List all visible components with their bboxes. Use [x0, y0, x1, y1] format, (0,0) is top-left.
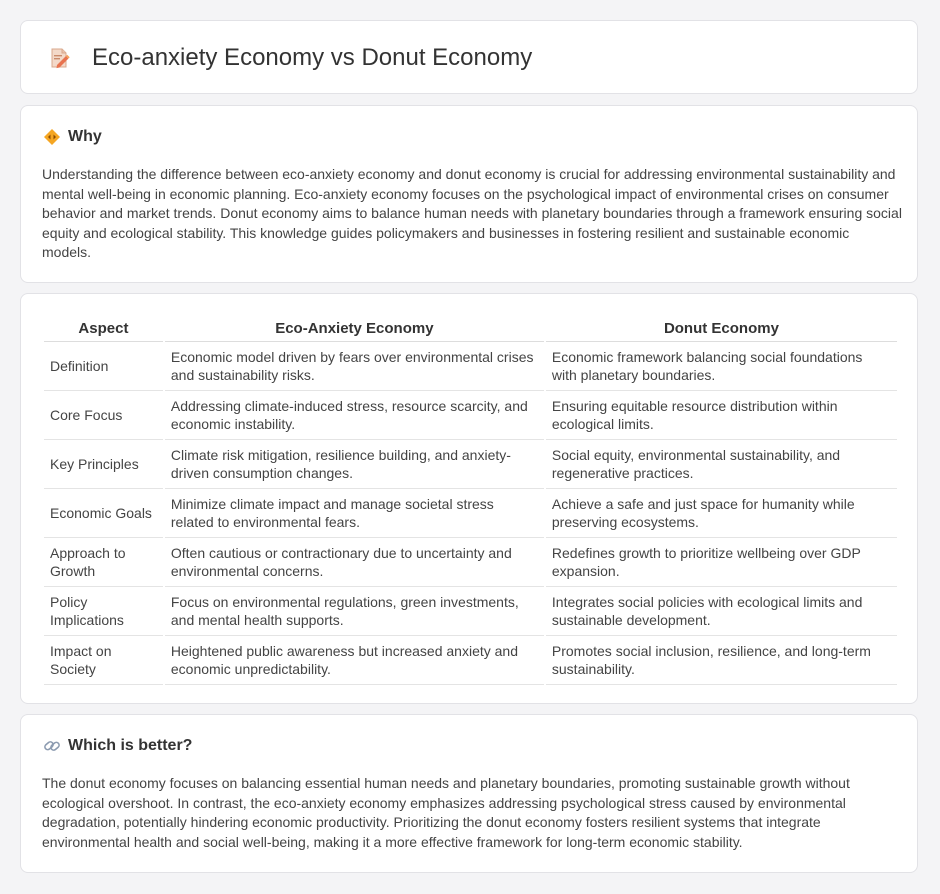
donut-cell: Promotes social inclusion, resilience, and long-term sustainability.	[546, 636, 897, 685]
eco-anxiety-cell: Economic model driven by fears over environmental crises and sustainability risks.	[165, 342, 544, 391]
table-row	[44, 391, 897, 440]
document-pencil-icon	[48, 47, 70, 69]
aspect-cell: Definition	[44, 342, 163, 391]
table-header-row	[44, 314, 897, 342]
aspect-cell: Economic Goals	[44, 489, 163, 538]
donut-cell: Achieve a safe and just space for humanity while preserving ecosystems.	[546, 489, 897, 538]
eco-anxiety-cell: Addressing climate-induced stress, resource scarcity, and economic instability.	[165, 391, 544, 440]
why-heading: Why	[68, 128, 102, 145]
page-title: Eco-anxiety Economy vs Donut Economy	[92, 44, 533, 71]
aspect-cell: Policy Implications	[44, 587, 163, 636]
table-row	[44, 538, 897, 587]
why-section	[20, 105, 918, 283]
column-header-eco-anxiety: Eco-Anxiety Economy	[165, 314, 544, 342]
aspect-cell: Key Principles	[44, 440, 163, 489]
better-heading: Which is better?	[68, 737, 193, 754]
donut-cell: Economic framework balancing social foundations with planetary boundaries.	[546, 342, 897, 391]
title-card	[20, 20, 918, 94]
comparison-table	[42, 314, 899, 685]
eco-anxiety-cell: Heightened public awareness but increased anxiety and economic unpredictability.	[165, 636, 544, 685]
donut-cell: Social equity, environmental sustainability, and regenerative practices.	[546, 440, 897, 489]
eco-anxiety-cell: Climate risk mitigation, resilience building, and anxiety-driven consumption changes.	[165, 440, 544, 489]
which-is-better-section	[20, 714, 918, 873]
table-row	[44, 636, 897, 685]
better-text: The donut economy focuses on balancing essential human needs and planetary boundaries, promoting sustainable growth without ecological overshoot. In contrast, the eco-anxiety economy emphasizes addressing psychological stress caused by environmental degradation, potentially hindering economic productivity. Prioritizing the donut economy fosters resilient systems that integrate environmental health and social well-being, making it a more effective framework for long-term economic stability.	[42, 775, 850, 850]
comparison-section	[20, 293, 918, 704]
aspect-cell: Core Focus	[44, 391, 163, 440]
why-heading-row	[43, 127, 102, 147]
link-icon	[43, 737, 61, 755]
aspect-cell: Impact on Society	[44, 636, 163, 685]
aspect-cell: Approach to Growth	[44, 538, 163, 587]
diamond-arrows-icon	[43, 128, 61, 146]
table-row	[44, 489, 897, 538]
eco-anxiety-cell: Often cautious or contractionary due to uncertainty and environmental concerns.	[165, 538, 544, 587]
eco-anxiety-cell: Focus on environmental regulations, green investments, and mental health supports.	[165, 587, 544, 636]
why-text: Understanding the difference between eco-anxiety economy and donut economy is crucial for addressing environmental sustainability and mental well-being in economic planning. Eco-anxiety economy focuses on the psychological impact of environmental crises on consumer behavior and market trends. Donut economy aims to balance human needs with planetary boundaries through a framework ensuring social equity and ecological stability. This knowledge guides policymakers and businesses in fostering resilient and sustainable economic models.	[42, 166, 902, 261]
donut-cell: Ensuring equitable resource distribution within ecological limits.	[546, 391, 897, 440]
table-row	[44, 342, 897, 391]
eco-anxiety-cell: Minimize climate impact and manage societal stress related to environmental fears.	[165, 489, 544, 538]
better-heading-row	[43, 736, 192, 756]
column-header-donut: Donut Economy	[546, 314, 897, 342]
donut-cell: Redefines growth to prioritize wellbeing over GDP expansion.	[546, 538, 897, 587]
table-row	[44, 440, 897, 489]
table-row	[44, 587, 897, 636]
column-header-aspect: Aspect	[44, 314, 163, 342]
donut-cell: Integrates social policies with ecological limits and sustainable development.	[546, 587, 897, 636]
